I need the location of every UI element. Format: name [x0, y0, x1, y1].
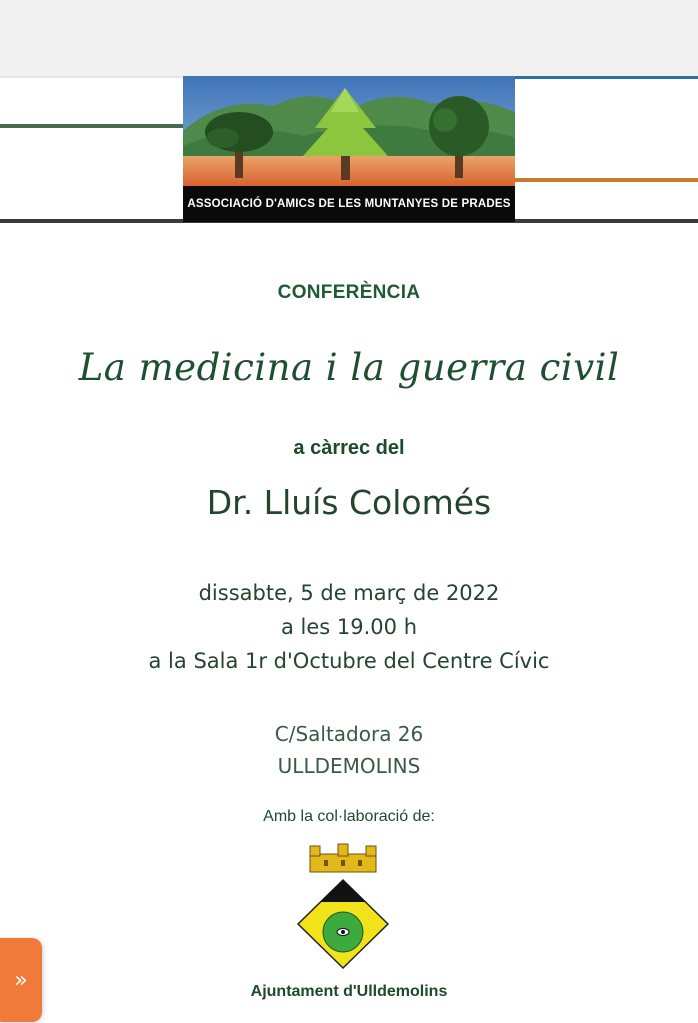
- event-address: [0, 718, 698, 782]
- event-title: La medicina i la guerra civil: [78, 346, 620, 389]
- expand-button[interactable]: [0, 938, 42, 1022]
- logo-banner: ASSOCIACIÓ D'AMICS DE LES MUNTANYES DE PRADES: [183, 186, 515, 222]
- collaboration-label: Amb la col·laboració de:: [263, 808, 435, 825]
- organization-name: Ajuntament d'Ulldemolins: [250, 983, 448, 1000]
- event-type: CONFERÈNCIA: [277, 282, 421, 303]
- coat-of-arms-icon: [296, 840, 390, 970]
- speaker-intro: a càrrec del: [293, 437, 405, 459]
- top-bar: [0, 0, 698, 76]
- header-right-orange-line: [515, 178, 698, 182]
- speaker-name: Dr. Lluís Colomés: [206, 483, 492, 522]
- event-details: [0, 576, 698, 678]
- event-time: a les 19.00 h: [280, 615, 418, 639]
- address-town: ULLDEMOLINS: [277, 754, 421, 778]
- event-date: dissabte, 5 de març de 2022: [198, 581, 500, 605]
- header-right-blue-line: [515, 76, 698, 79]
- double-chevron-right-icon: »: [14, 967, 28, 993]
- address-street: C/Saltadora 26: [274, 722, 424, 746]
- event-venue: a la Sala 1r d'Octubre del Centre Cívic: [148, 649, 550, 673]
- header-left-green-line: [0, 124, 183, 128]
- association-logo: [183, 76, 515, 222]
